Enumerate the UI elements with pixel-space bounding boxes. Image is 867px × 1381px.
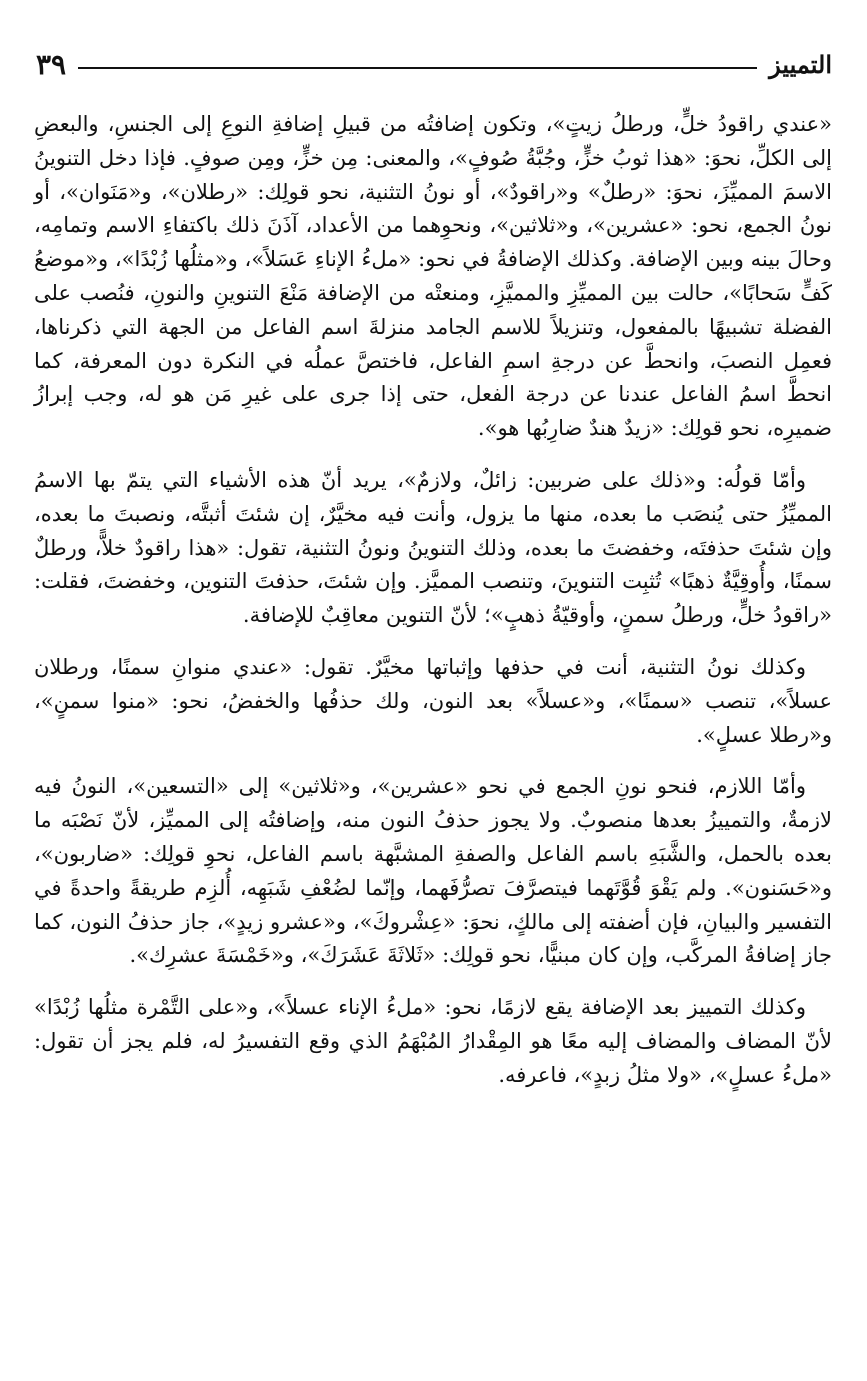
header-rule [78,67,757,69]
paragraph-1: «عندي راقودُ خلٍّ، ورطلُ زيتٍ»، وتكون إضافتُه من قبيلِ إضافةِ النوعِ إلى الجنسِ، والبعضِ إلى الكلِّ، نحوَ: «هذا ثوبُ خزٍّ، وجُبَّةُ صُوفٍ»، والمعنى: مِن خزٍّ، ومِن صوفٍ. فإذا دخل التنوينُ الاسمَ المميِّزَ، نحوَ: «رطلٌ» و«راقودٌ»، أو نونُ التثنية، نحو قولِك: «رطلان»، و«مَنَوان»، أو نونُ الجمع، نحو: «عشرين»، و«ثلاثين»، ونحوِهما من الأعداد، آذَنَ ذلك باكتفاءِ الاسم وتمامِه، وحالَ بينه وبين الإضافة. وكذلك الإضافةُ في نحو: «ملءُ الإناءِ عَسَلاً»، و«مثلُها زُبْدًا»، و«موضعُ كَفٍّ سَحابًا»، حالت بين المميِّزِ والمميَّزِ، ومنعتْه من الإضافة مَنْعَ التنوينِ والنونِ، فنُصب على الفضلة تشبيهًا بالمفعول، وتنزيلاً للاسم الجامد منزلةَ اسم الفاعل من الجهة التي ذكرناها، فعمِل النصبَ، وانحطَّ عن درجةِ اسمِ الفاعل، فاختصَّ عملُه في النكرة دون المعرفة، كما انحطَّ اسمُ الفاعل عندنا عن درجة الفعل، حتى إذا جرى على غيرِ مَن هو له، وجب إبرازُ ضميرِه، نحو قولِك: «زيدٌ هندٌ ضارِبُها هو». [34,112,832,441]
paragraph-3: وكذلك نونُ التثنية، أنت في حذفها وإثباتها مخيَّرٌ. تقول: «عندي منوانِ سمنًا، ورطلان عسلاً»، تنصب «سمنًا»، و«عسلاً» بعد النون، ولك حذفُها والخفضُ، نحو: «منوا سمنٍ»، و«رطلا عسلٍ». [34,654,832,747]
paragraph-4: وأمّا اللازم، فنحو نونِ الجمع في نحو «عشرين»، و«ثلاثين» إلى «التسعين»، النونُ فيه لازمةٌ، والتمييزُ بعدها منصوبٌ. ولا يجوز حذفُ النون منه، وإضافتُه إلى المميِّز، لأنّ نَصْبَه ما بعده بالحمل، والشَّبَهِ باسم الفاعل والصفةِ المشبَّهة باسم الفاعل، نحوِ قولِك: «ضاربون»، و«حَسَنون». ولم يَقْوَ قُوَّتَهما فيتصرَّفَ تصرُّفَهما، وإنّما لضُعْفِ شَبَهِه، أُلزِم طريقةً واحدةً في التفسير والبيانِ، فإن أضفته إلى مالكٍ، نحوَ: «عِشْروكَ»، و«عشرو زيدٍ»، جاز حذفُ النون، كما جاز إضافةُ المركَّب، وإن كان مبنيًّا، نحو قولِك: «ثَلاثَةَ عَشَرَكَ»، و«خَمْسَةَ عشرِك». [34,774,832,968]
body-text [34,108,832,1111]
paragraph-2: وأمّا قولُه: و«ذلك على ضربين: زائلٌ، ولازمٌ»، يريد أنّ هذه الأشياء التي يتمّ بها الاسمُ المميِّزُ حتى يُنصَب ما بعده، منها ما يزول، وأنت فيه مخيَّرٌ، إن شئتَ أثبتَّه، ونصبتَ ما بعده، وإن شئتَ حذفتَه، وخفضتَ ما بعده، وذلك التنوينُ ونونُ التثنية، تقول: «هذا راقودٌ خلاًّ، ورطلٌ سمنًا، وأُوقِيَّةٌ ذهبًا» تُثبِت التنوينَ، وتنصب المميَّز. وإن شئتَ، حذفتَ التنوين، وخفضتَ، فقلت: «راقودُ خلٍّ، ورطلُ سمنٍ، وأوقيّةُ ذهبٍ»؛ لأنّ التنوين معاقِبٌ للإضافة. [34,467,832,628]
running-title: التمييز [769,49,832,79]
paragraph-5: وكذلك التمييز بعد الإضافة يقع لازمًا، نحو: «ملءُ الإناء عسلاً»، و«على التَّمْرة مثلُها زُبْدًا» لأنّ المضاف والمضاف إليه معًا هو المِقْدارُ المُبْهَمُ الذي وقع التفسيرُ له، فلم يجز أن تقول: «ملءُ عسلٍ»، «ولا مثلُ زبدٍ»، فاعرفه. [34,995,832,1087]
page-header [36,44,832,84]
page-number: ٣٩ [36,47,67,81]
